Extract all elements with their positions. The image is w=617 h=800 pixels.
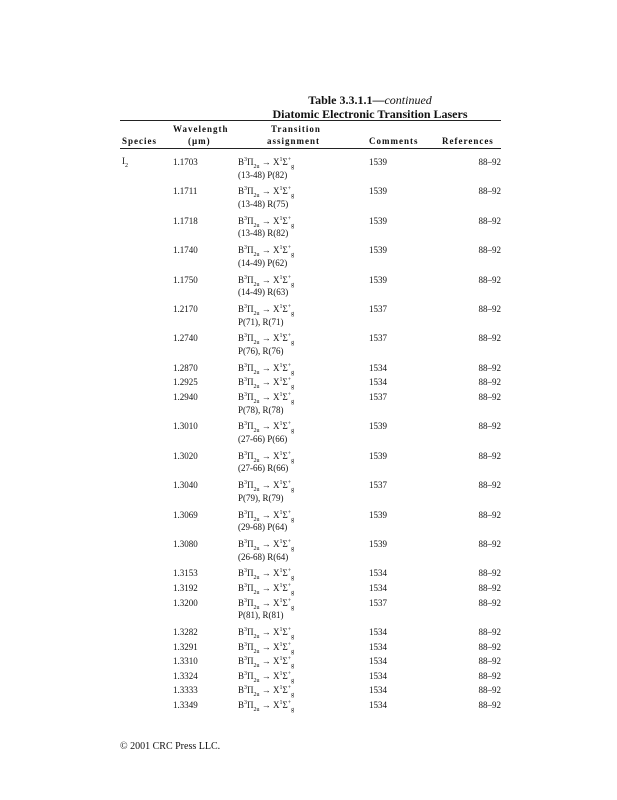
comment-value: 1537 bbox=[369, 597, 387, 608]
transition-note: (13-48) P(82) bbox=[238, 169, 288, 180]
header-comments: Comments bbox=[369, 136, 419, 146]
transition-assignment: $B^3\Pi_{2u} \to X^1\Sigma^+_g$ bbox=[238, 333, 295, 347]
transition-note: P(78), R(78) bbox=[238, 404, 284, 415]
comment-value: 1534 bbox=[369, 685, 387, 696]
comment-value: 1539 bbox=[369, 274, 387, 285]
table-number: Table 3.3.1.1 bbox=[308, 93, 373, 107]
reference-value: 88–92 bbox=[478, 421, 501, 432]
copyright-footer: © 2001 CRC Press LLC. bbox=[120, 741, 221, 752]
table-continued: continued bbox=[384, 93, 432, 107]
reference-value: 88–92 bbox=[478, 656, 501, 667]
comment-value: 1534 bbox=[369, 568, 387, 579]
reference-value: 88–92 bbox=[478, 377, 501, 388]
wavelength-value: 1.3192 bbox=[173, 583, 198, 593]
transition-assignment: $B^3\Pi_{2u} \to X^1\Sigma^+_g$ bbox=[238, 421, 295, 435]
comment-value: 1534 bbox=[369, 377, 387, 388]
transition-note: P(71), R(71) bbox=[238, 316, 284, 327]
wavelength-value: 1.3040 bbox=[173, 480, 198, 491]
wavelength-value: 1.3010 bbox=[173, 421, 198, 432]
comment-value: 1534 bbox=[369, 641, 387, 652]
comment-value: 1539 bbox=[369, 186, 387, 197]
reference-value: 88–92 bbox=[478, 333, 501, 344]
transition-assignment: $B^3\Pi_{2u} \to X^1\Sigma^+_g$ bbox=[238, 700, 295, 713]
header-assignment: assignment bbox=[267, 136, 321, 146]
transition-assignment: $B^3\Pi_{2u} \to X^1\Sigma^+_g$ bbox=[238, 480, 295, 493]
transition-assignment: $B^3\Pi_{2u} \to X^1\Sigma^+_g$ bbox=[238, 539, 295, 552]
transition-note: P(81), R(81) bbox=[238, 610, 284, 621]
header-references: References bbox=[442, 136, 494, 146]
wavelength-value: 1.3200 bbox=[173, 597, 198, 608]
header-rule bbox=[120, 148, 501, 149]
wavelength-value: 1.3282 bbox=[173, 627, 198, 637]
wavelength-value: 1.2740 bbox=[173, 333, 198, 344]
table-subtitle: Diatomic Electronic Transition Lasers bbox=[272, 107, 468, 121]
wavelength-value: 1.2925 bbox=[173, 377, 198, 388]
reference-value: 88–92 bbox=[478, 450, 501, 461]
transition-note: (27-66) R(66) bbox=[238, 463, 289, 474]
reference-value: 88–92 bbox=[478, 597, 501, 608]
header-transition: Transition bbox=[271, 124, 321, 134]
reference-value: 88–92 bbox=[478, 186, 501, 197]
reference-value: 88–92 bbox=[478, 480, 501, 491]
reference-value: 88–92 bbox=[478, 157, 501, 167]
wavelength-value: 1.3310 bbox=[173, 656, 198, 667]
reference-value: 88–92 bbox=[478, 392, 501, 402]
transition-assignment: $B^3\Pi_{2u} \to X^1\Sigma^+_g$ bbox=[238, 509, 295, 523]
species-i2: $I_2$ bbox=[122, 156, 128, 169]
wavelength-value: 1.2870 bbox=[173, 362, 198, 373]
transition-assignment: $B^3\Pi_{2u} \to X^1\Sigma^+_g$ bbox=[238, 304, 295, 317]
wavelength-value: 1.3080 bbox=[173, 539, 198, 549]
wavelength-value: 1.3349 bbox=[173, 700, 198, 710]
top-rule bbox=[120, 120, 501, 121]
reference-value: 88–92 bbox=[478, 509, 501, 520]
reference-value: 88–92 bbox=[478, 627, 501, 637]
wavelength-value: 1.1718 bbox=[173, 215, 198, 226]
reference-value: 88–92 bbox=[478, 274, 501, 285]
transition-assignment: $B^3\Pi_{2u} \to X^1\Sigma^+_g$ bbox=[238, 245, 295, 258]
reference-value: 88–92 bbox=[478, 583, 501, 593]
transition-assignment: $B^3\Pi_{2u} \to X^1\Sigma^+_g$ bbox=[238, 670, 295, 684]
transition-assignment: $B^3\Pi_{2u} \to X^1\Sigma^+_g$ bbox=[238, 568, 295, 582]
wavelength-value: 1.3291 bbox=[173, 641, 198, 652]
transition-assignment: $B^3\Pi_{2u} \to X^1\Sigma^+_g$ bbox=[238, 656, 295, 669]
transition-note: (29-68) P(64) bbox=[238, 522, 288, 533]
comment-value: 1539 bbox=[369, 509, 387, 520]
comment-value: 1534 bbox=[369, 627, 387, 637]
transition-note: (13-48) R(75) bbox=[238, 199, 289, 209]
wavelength-value: 1.1750 bbox=[173, 274, 198, 285]
transition-note: P(79), R(79) bbox=[238, 492, 284, 503]
comment-value: 1534 bbox=[369, 700, 387, 710]
wavelength-value: 1.2940 bbox=[173, 392, 198, 402]
reference-value: 88–92 bbox=[478, 685, 501, 696]
comment-value: 1539 bbox=[369, 245, 387, 256]
transition-assignment: $B^3\Pi_{2u} \to X^1\Sigma^+_g$ bbox=[238, 377, 295, 391]
transition-assignment: $B^3\Pi_{2u} \to X^1\Sigma^+_g$ bbox=[238, 274, 295, 288]
header-wavelength: Wavelength bbox=[173, 124, 229, 134]
reference-value: 88–92 bbox=[478, 670, 501, 681]
wavelength-value: 1.1711 bbox=[173, 186, 198, 197]
transition-note: (14-49) P(62) bbox=[238, 257, 288, 268]
wavelength-value: 1.3020 bbox=[173, 450, 198, 461]
comment-value: 1534 bbox=[369, 583, 387, 593]
comment-value: 1539 bbox=[369, 421, 387, 432]
transition-assignment: $B^3\Pi_{2u} \to X^1\Sigma^+_g$ bbox=[238, 362, 295, 376]
comment-value: 1534 bbox=[369, 670, 387, 681]
comment-value: 1539 bbox=[369, 157, 387, 167]
reference-value: 88–92 bbox=[478, 539, 501, 549]
reference-value: 88–92 bbox=[478, 700, 501, 710]
transition-assignment: $B^3\Pi_{2u} \to X^1\Sigma^+_g$ bbox=[238, 685, 295, 699]
transition-assignment: $B^3\Pi_{2u} \to X^1\Sigma^+_g$ bbox=[238, 157, 295, 170]
comment-value: 1537 bbox=[369, 480, 387, 491]
transition-assignment: $B^3\Pi_{2u} \to X^1\Sigma^+_g$ bbox=[238, 641, 295, 655]
comment-value: 1534 bbox=[369, 362, 387, 373]
transition-note: (13-48) R(82) bbox=[238, 228, 289, 239]
comment-value: 1539 bbox=[369, 215, 387, 226]
table-title: Table 3.3.1.1—continued bbox=[308, 93, 432, 107]
comment-value: 1534 bbox=[369, 656, 387, 667]
wavelength-value: 1.2170 bbox=[173, 304, 198, 314]
wavelength-value: 1.3333 bbox=[173, 685, 198, 696]
reference-value: 88–92 bbox=[478, 568, 501, 579]
transition-note: (27-66) P(66) bbox=[238, 434, 288, 444]
transition-note: (26-68) R(64) bbox=[238, 551, 289, 562]
reference-value: 88–92 bbox=[478, 245, 501, 256]
reference-value: 88–92 bbox=[478, 304, 501, 314]
reference-value: 88–92 bbox=[478, 215, 501, 226]
transition-assignment: $B^3\Pi_{2u} \to X^1\Sigma^+_g$ bbox=[238, 627, 295, 640]
transition-assignment: $B^3\Pi_{2u} \to X^1\Sigma^+_g$ bbox=[238, 215, 295, 229]
transition-note: (14-49) R(63) bbox=[238, 287, 289, 298]
wavelength-value: 1.1703 bbox=[173, 157, 198, 167]
wavelength-value: 1.3069 bbox=[173, 509, 198, 520]
transition-note: P(76), R(76) bbox=[238, 346, 284, 356]
wavelength-value: 1.1740 bbox=[173, 245, 198, 256]
header-species: Species bbox=[122, 136, 157, 146]
header-wavelength-unit: (µm) bbox=[188, 136, 211, 146]
transition-assignment: $B^3\Pi_{2u} \to X^1\Sigma^+_g$ bbox=[238, 392, 295, 405]
reference-value: 88–92 bbox=[478, 641, 501, 652]
transition-assignment: $B^3\Pi_{2u} \to X^1\Sigma^+_g$ bbox=[238, 597, 295, 611]
transition-assignment: $B^3\Pi_{2u} \to X^1\Sigma^+_g$ bbox=[238, 186, 295, 200]
comment-value: 1537 bbox=[369, 304, 387, 314]
comment-value: 1537 bbox=[369, 392, 387, 402]
comment-value: 1537 bbox=[369, 333, 387, 344]
comment-value: 1539 bbox=[369, 539, 387, 549]
wavelength-value: 1.3324 bbox=[173, 670, 198, 681]
reference-value: 88–92 bbox=[478, 362, 501, 373]
comment-value: 1539 bbox=[369, 450, 387, 461]
transition-assignment: $B^3\Pi_{2u} \to X^1\Sigma^+_g$ bbox=[238, 583, 295, 596]
transition-assignment: $B^3\Pi_{2u} \to X^1\Sigma^+_g$ bbox=[238, 450, 295, 464]
wavelength-value: 1.3153 bbox=[173, 568, 198, 579]
